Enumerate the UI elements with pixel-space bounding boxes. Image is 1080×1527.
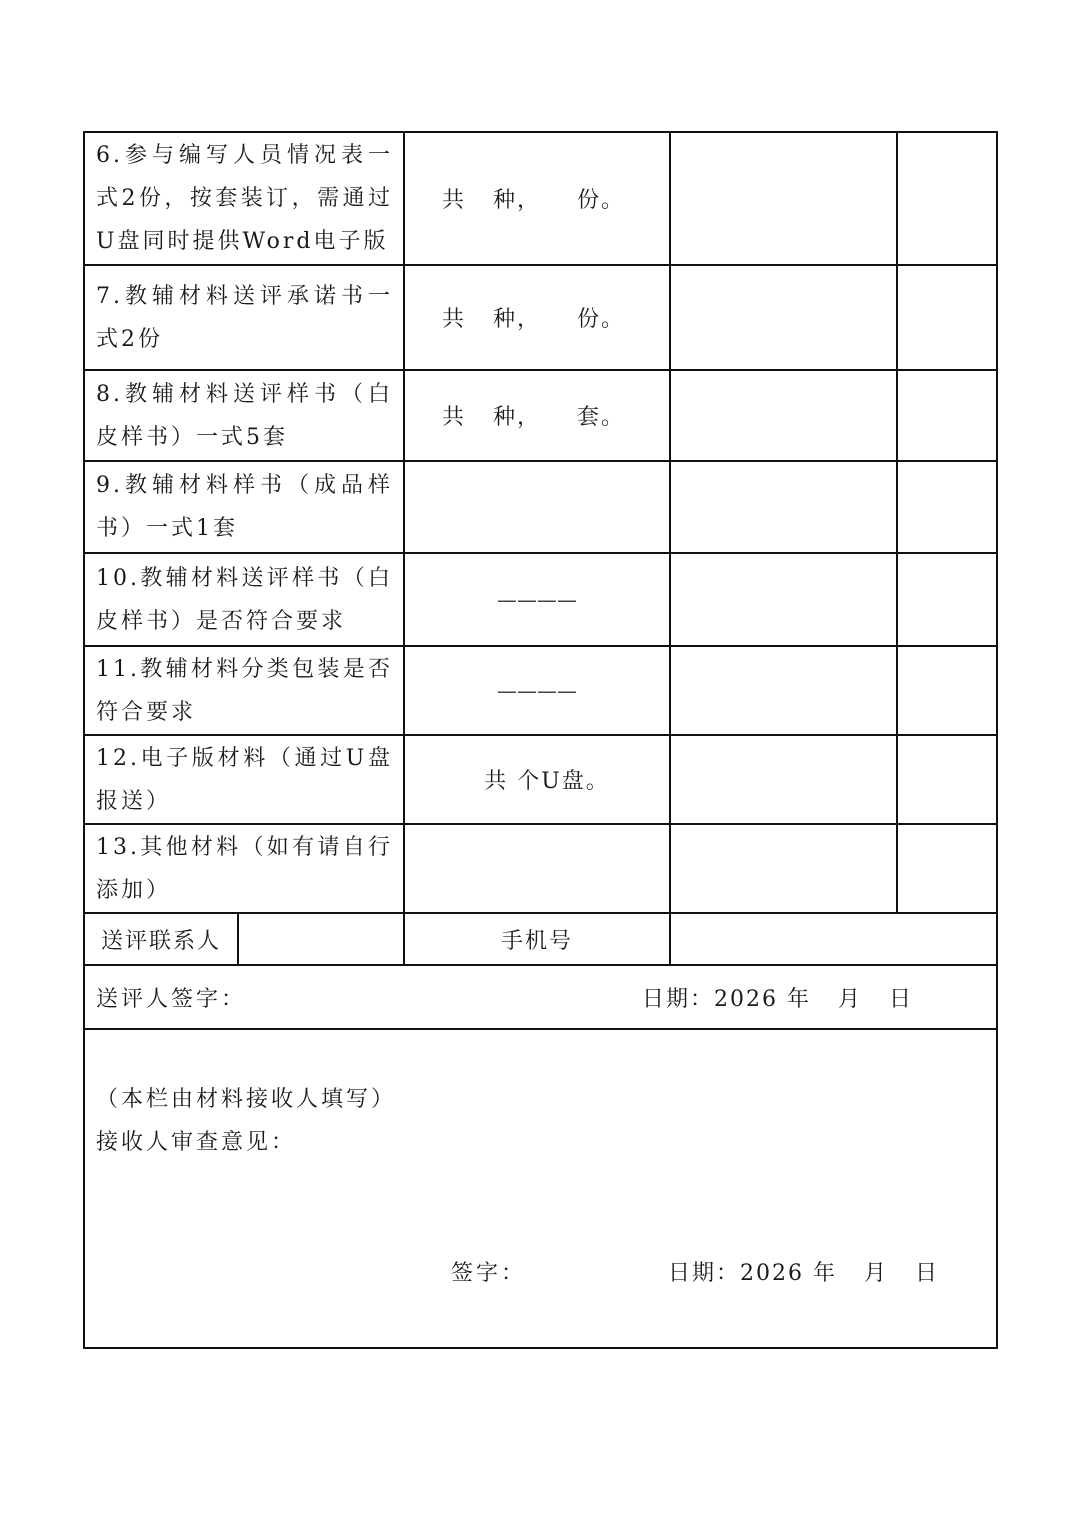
item-label-7: 7.教辅材料送评承诺书一式2份	[96, 283, 393, 352]
item-count-7: 共 种， 份。	[442, 307, 625, 332]
column-divider	[669, 133, 671, 966]
row-divider	[85, 1028, 998, 1030]
item-label-12: 12.电子版材料（通过U盘报送）	[96, 745, 393, 814]
item-label-11: 11.教辅材料分类包装是否符合要求	[96, 656, 393, 725]
item-count-13	[405, 825, 669, 912]
item-count-10: ————	[497, 587, 577, 612]
contact-label: 送评联系人	[100, 928, 221, 954]
row-divider	[85, 964, 998, 966]
column-divider	[237, 912, 239, 966]
receiver-date-label: 日期：2026 年 月 日	[668, 1261, 939, 1286]
item-label-10: 10.教辅材料送评样书（白皮样书）是否符合要求	[96, 565, 393, 634]
item-count-9	[405, 462, 669, 552]
item-count-11: ————	[497, 678, 577, 703]
item-label-13: 13.其他材料（如有请自行添加）	[96, 834, 393, 903]
receiver-opinion-label: 接收人审查意见：	[96, 1130, 297, 1155]
item-count-8: 共 种， 套。	[442, 405, 625, 430]
item-label-6: 6.参与编写人员情况表一式2份，按套装订，需通过U盘同时提供Word电子版	[96, 143, 393, 254]
column-divider	[896, 133, 898, 914]
item-label-9: 9.教辅材料样书（成品样书）一式1套	[96, 473, 393, 541]
item-count-12: 共 个U盘。	[484, 769, 610, 794]
receiver-note: （本栏由材料接收人填写）	[96, 1087, 397, 1112]
submitter-signature-label: 送评人签字：	[96, 987, 247, 1012]
item-count-6: 共 种， 份。	[442, 188, 625, 213]
submitter-date-label: 日期：2026 年 月 日	[642, 987, 913, 1012]
item-label-8: 8.教辅材料送评样书（白皮样书）一式5套	[96, 381, 393, 450]
receiver-signature-label: 签字：	[451, 1261, 527, 1286]
submission-checklist-form	[83, 131, 998, 1349]
phone-label: 手机号	[500, 928, 573, 954]
